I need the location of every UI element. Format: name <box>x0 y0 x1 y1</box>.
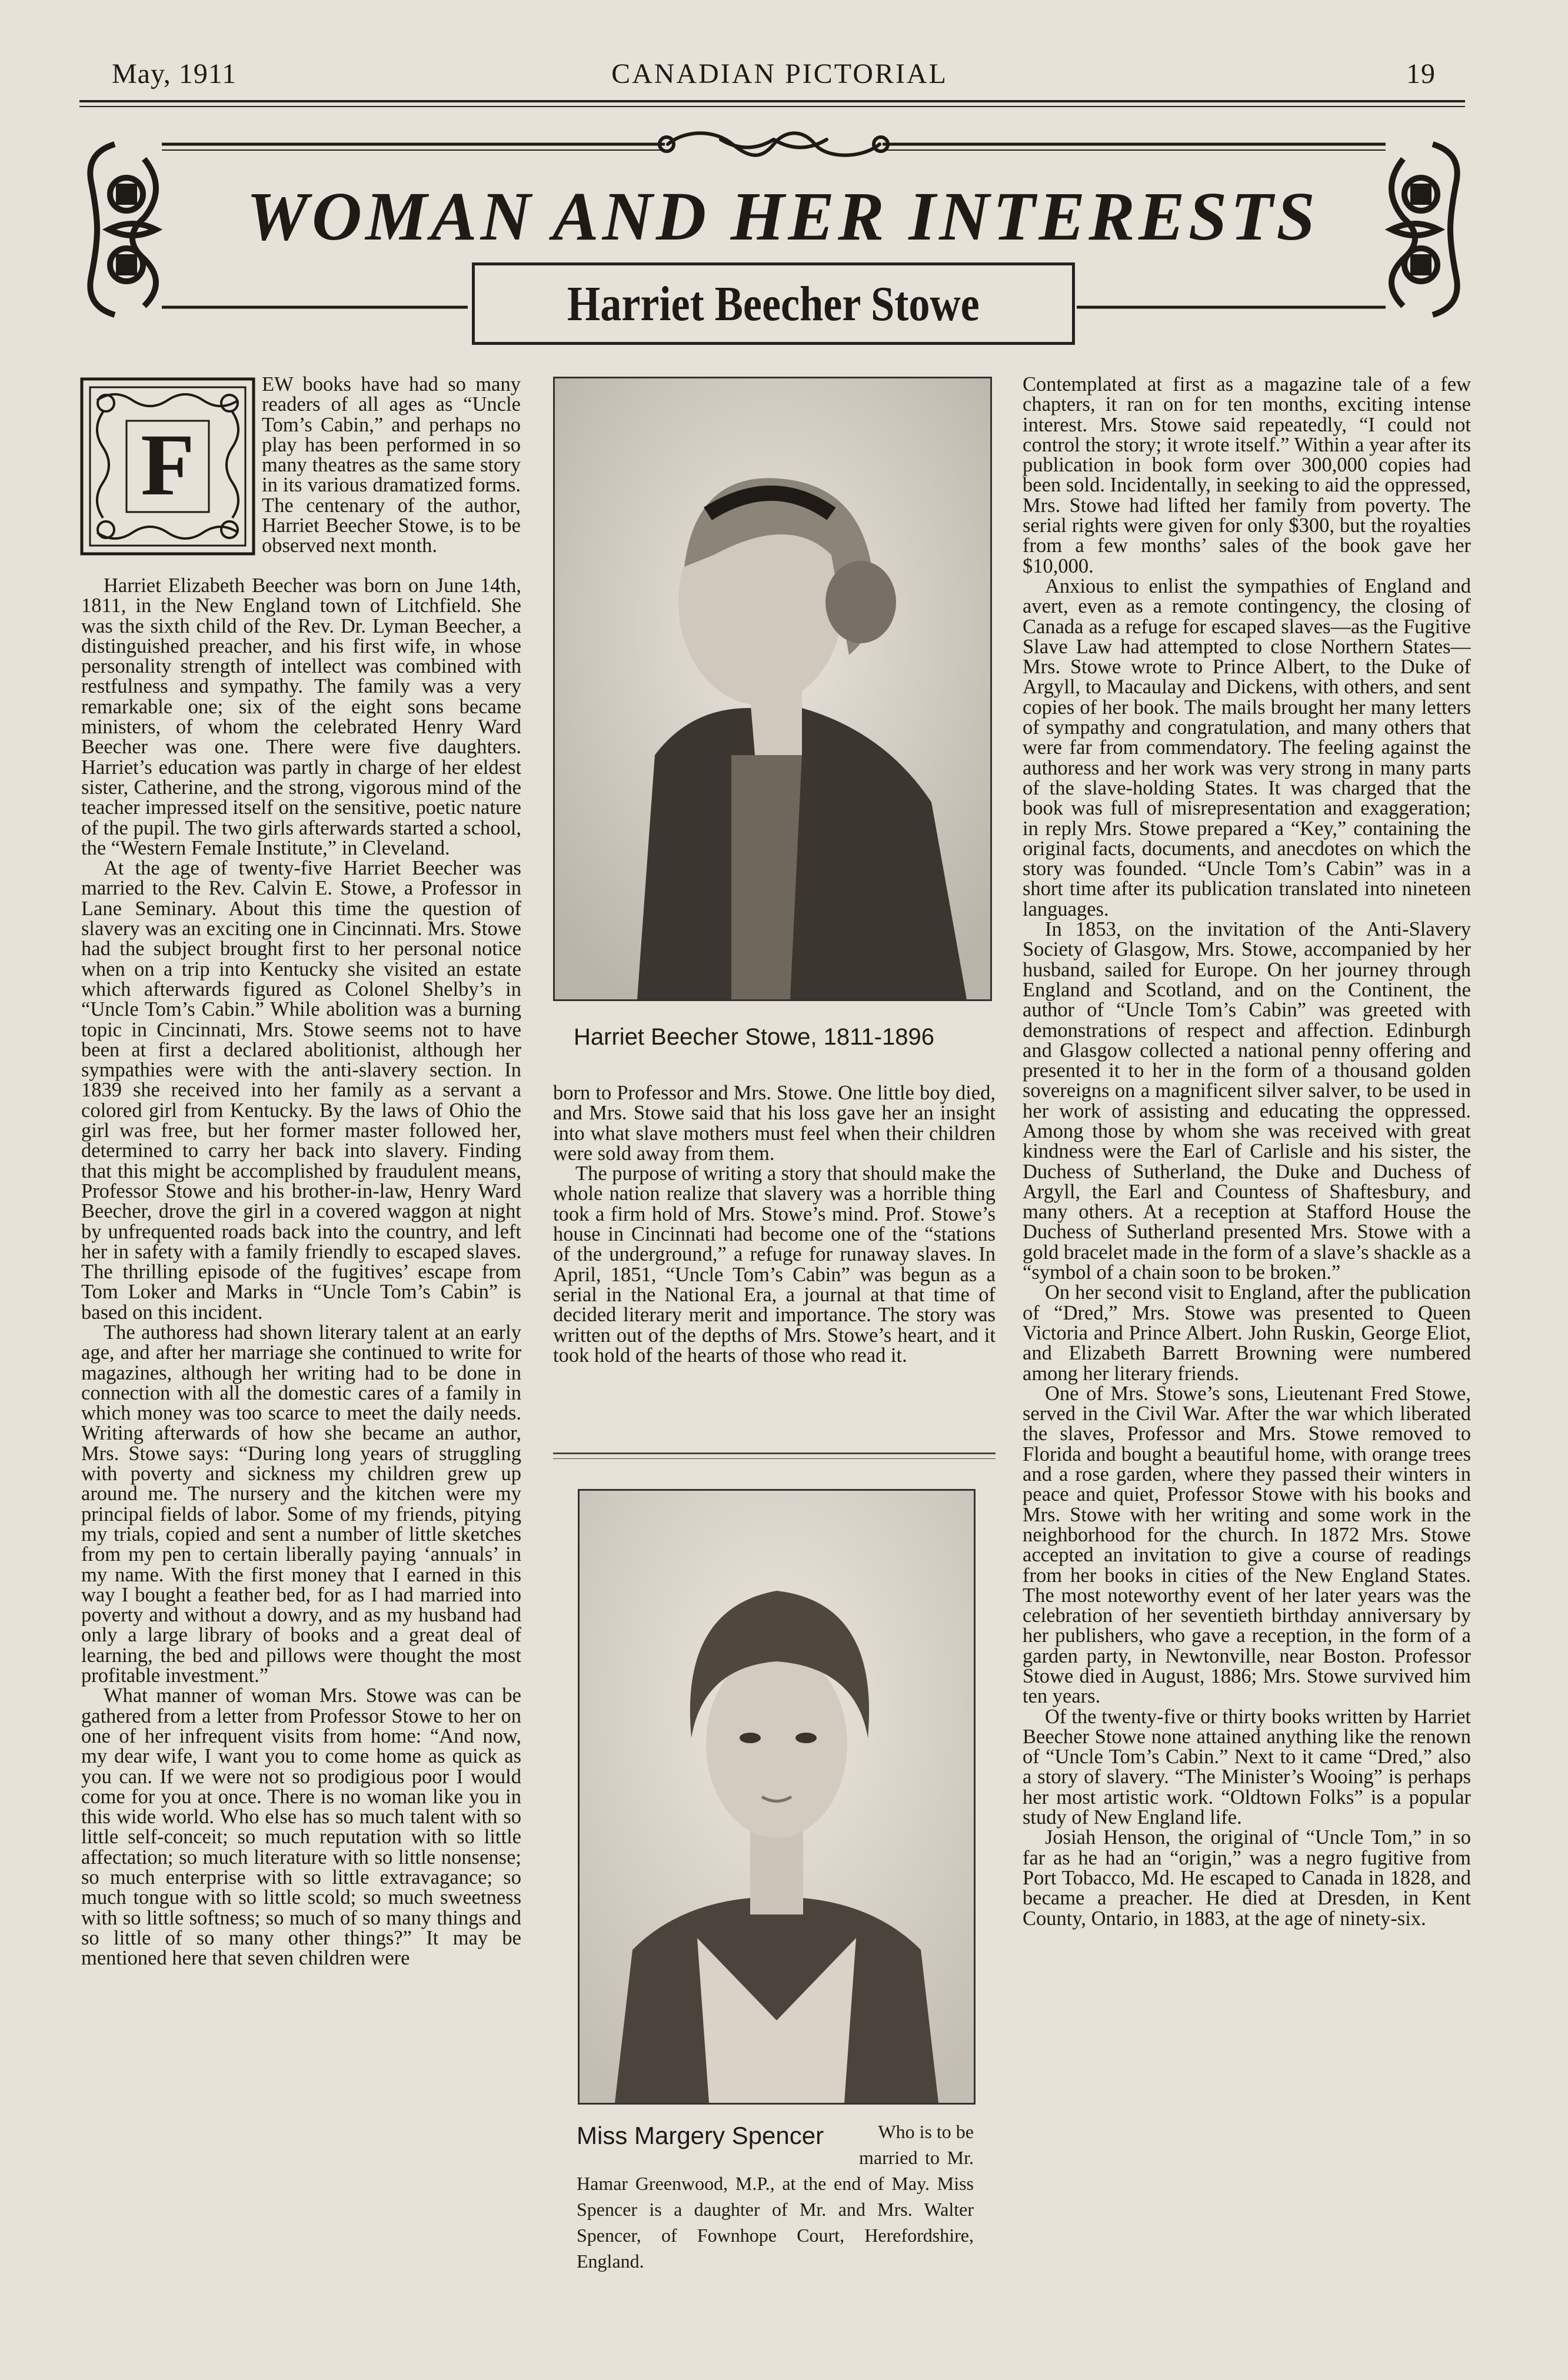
lead-paragraph: EW books have had so many readers of all ages as “Uncle Tom’s Cabin,” and perhaps no play has been performed in so many theatres as the same story in its various dramatized forms. The centenary of the author, Harriet Beecher Stowe, is to be observed next month. <box>262 374 521 557</box>
scroll-ornament-icon <box>650 127 897 162</box>
paragraph: What manner of woman Mrs. Stowe was can be gathered from a letter from Professor Stowe to her on one of her infrequent visits from home: “And now, my dear wife, I want you to come home as quick as you can. If we were not so prodigious poor I would come for you at once. There is no woman like you in this wide world. Who else has so much talent with so little self-conceit; so much reputation with so little affectation; so much literature with so little nonsense; so much enterprise with so little extravagance; so much tongue with so little scold; so much sweetness with so little softness; so much of so many things and so little of so many other things?” It may be mentioned here that seven children were <box>81 1684 521 1970</box>
stowe-caption: Harriet Beecher Stowe, 1811-1896 <box>574 1024 934 1050</box>
lead-text-wrap <box>262 374 521 577</box>
issue-date: May, 1911 <box>112 58 237 89</box>
page-number: 19 <box>1406 58 1436 89</box>
spencer-caption-lead: Who is to be <box>878 2121 974 2142</box>
column-3 <box>1023 374 1471 2263</box>
right-scroll-ornament-icon <box>1374 135 1468 324</box>
column-divider <box>553 1452 996 1454</box>
drop-cap-letter: F <box>141 416 195 514</box>
paragraph: One of Mrs. Stowe’s sons, Lieutenant Fred Stowe, served in the Civil War. After the war which liberated the slaves, Professor and Mrs. Stowe removed to Florida and bought a beautiful home, with orange trees and a rose garden, where they passed their winters in peace and quiet, Professor Stowe with his books and Mrs. Stowe with her writing and some work in the neighborhood for the church. In 1872 Mrs. Stowe accepted an invitation to give a course of readings from her books in cities of the New England States. The most noteworthy event of her later years was the celebration of her seventieth birthday anniversary by her publishers, who gave a reception, in the form of a garden party, in Newtonville, near Boston. Professor Stowe died in August, 1886; Mrs. Stowe survived him ten years. <box>1023 1382 1471 1708</box>
left-scroll-ornament-icon <box>79 135 174 324</box>
portrait-image <box>555 378 990 999</box>
publication-name: CANADIAN PICTORIAL <box>611 58 948 89</box>
paragraph: born to Professor and Mrs. Stowe. One little boy died, and Mrs. Stowe said that his loss gave her an insight into what slave mothers must feel when their children were sold away from them. <box>553 1083 996 1165</box>
section-title: WOMAN AND HER INTERESTS <box>246 178 1319 255</box>
column-1 <box>81 576 521 1970</box>
paragraph: Josiah Henson, the original of “Uncle Tom,” in so far as he had an “origin,” was a negro fugitive from Port Tobacco, Md. He escaped to Canada in 1828, and became a preacher. He died at Dresden, in Kent County, Ontario, in 1883, at the age of ninety-six. <box>1023 1826 1471 1930</box>
paragraph: Harriet Elizabeth Beecher was born on June 14th, 1811, in the New England town of Litchfield. She was the sixth child of the Rev. Dr. Lyman Beecher, a distinguished preacher, and his first wife, in whose personality strength of intellect was combined with restfulness and sympathy. The family was a very remarkable one; six of the eight sons became ministers, of whom the celebrated Henry Ward Beecher was one. There were five daughters. Harriet’s education was partly in charge of her eldest sister, Catherine, and the strong, vigorous mind of the teacher impressed itself on the sensitive, poetic nature of the pupil. The two girls afterwards started a school, the “Western Female Institute,” in Cleveland. <box>81 576 521 859</box>
column-divider-thin <box>553 1458 996 1459</box>
spencer-name: Miss Margery Spencer <box>577 2122 824 2149</box>
paragraph: The purpose of writing a story that should make the whole nation realize that slavery was a horrible thing took a firm hold of Mrs. Stowe’s mind. Prof. Stowe’s house in Cincinnati had become one of the “stations of the underground,” a refuge for runaway slaves. In April, 1851, “Uncle Tom’s Cabin” was begun as a serial in the National Era, a journal at that time of decided literary merit and importance. The story was written out of the depths of Mrs. Stowe’s heart, and it took hold of the hearts of those who read it. <box>553 1162 996 1367</box>
header-rule <box>79 100 1465 102</box>
column-2 <box>553 1083 996 1430</box>
paragraph: In 1853, on the invitation of the Anti-Slavery Society of Glasgow, Mrs. Stowe, accompanied by her husband, sailed for Europe. On her journey through England and Scotland, and on the Continent, the author of “Uncle Tom’s Cabin” was greeted with demonstrations of respect and affection. Edinburgh and Glasgow collected a national penny offering and presented it to her in the form of a thousand golden sovereigns on a magnificent silver salver, to be used in her work of assisting and educating the oppressed. Among those by whom she was received with great kindness were the Earl of Carlisle and his sister, the Duchess of Sutherland, the Duke and Duchess of Argyll, the Earl and Countess of Shaftesbury, and many others. At a reception at Stafford House the Duchess of Sutherland presented Mrs. Stowe with a gold bracelet made in the form of a slave’s shackle as a “symbol of a chain soon to be broken.” <box>1023 918 1471 1284</box>
paragraph: Anxious to enlist the sympathies of England and avert, even as a remote contingency, the closing of Canada as a refuge for escaped slaves—as the Fugitive Slave Law had attempted to close Northern States—Mrs. Stowe wrote to Prince Albert, to the Duke of Argyll, to Macaulay and Dickens, with others, and sent copies of her book. The mails brought her many letters of sympathy and congratulation, and many others that were far from commendatory. The feeling against the authoress and her work was very strong in many parts of the slave-holding States. It was charged that the book was full of misrepresentation and exaggeration; in reply Mrs. Stowe prepared a “Key,” containing the original facts, documents, and anecdotes on which the story was founded. “Uncle Tom’s Cabin” was in a short time after its publication translated into nineteen languages. <box>1023 574 1471 920</box>
stowe-portrait <box>553 377 992 1001</box>
paragraph: The authoress had shown literary talent at an early age, and after her marriage she continued to write for magazines, although her writing had to be done in connection with all the domestic cares of a family in which money was too scarce to meet the daily needs. Writing afterwards of how she became an author, Mrs. Stowe says: “During long years of struggling with poverty and sickness my children grew up around me. The nursery and the kitchen were my principal fields of labor. Some of my friends, pitying my trials, copied and sent a number of little sketches from my pen to certain liberally paying ‘annuals’ in my name. With the first money that I earned in this way I bought a feather bed, for as I had married into poverty and without a dowry, and as my husband had only a large library of books and a great deal of learning, the bed and pillows were thought the most profitable investment.” <box>81 1321 521 1687</box>
header-rule-thin <box>79 106 1465 107</box>
spencer-portrait <box>578 1489 976 2105</box>
article-title-box <box>472 262 1075 345</box>
spencer-caption: married to Mr. Hamar Greenwood, M.P., at the end of May. Miss Spencer is a daughter of Mr. and Mrs. Walter Spencer, of Fownhope Court, Herefordshire, England. <box>577 2147 974 2272</box>
paragraph: At the age of twenty-five Harriet Beecher was married to the Rev. Calvin E. Stowe, a Professor in Lane Seminary. About this time the question of slavery was an exciting one in Cincinnati. Mrs. Stowe had the subject brought first to her personal notice when on a trip into Kentucky she visited an estate which afterwards figured as Colonel Shelby’s in “Uncle Tom’s Cabin.” While abolition was a burning topic in Cincinnati, Mrs. Stowe seems not to have been at first a declared abolitionist, although her sympathies were with the anti-slavery section. In 1839 she received into her family as a servant a colored girl from Kentucky. By the laws of Ohio the girl was free, but her former master followed her, determined to carry her back into slavery. Finding that this might be accomplished by fraudulent means, Professor Stowe and his brother-in-law, Henry Ward Beecher, drove the girl in a covered waggon at night by unfrequented roads back into the country, and left her in safety with a family friendly to escaped slaves. The thrilling episode of the fugitives’ escape from Tom Loker and Marks in “Uncle Tom’s Cabin” is based on this incident. <box>81 857 521 1324</box>
article-title: Harriet Beecher Stowe <box>567 276 980 331</box>
portrait-image <box>580 1491 974 2103</box>
paragraph: Of the twenty-five or thirty books written by Harriet Beecher Stowe none attained anything like the renown of “Uncle Tom’s Cabin.” Next to it came “Dred,” also a story of slavery. “The Minister’s Wooing” is perhaps her most artistic work. “Oldtown Folks” is a popular study of New England life. <box>1023 1705 1471 1829</box>
paragraph: On her second visit to England, after the publication of “Dred,” Mrs. Stowe was presented to Queen Victoria and Prince Albert. John Ruskin, George Eliot, and Elizabeth Barrett Browning were numbered among her literary friends. <box>1023 1281 1471 1385</box>
paragraph: Contemplated at first as a magazine tale of a few chapters, it ran on for ten months, exciting intense interest. Mrs. Stowe said repeatedly, “I could not control the story; it wrote itself.” Within a year after its publication in book form over 300,000 copies had been sold. Incidentally, in seeking to aid the oppressed, Mrs. Stowe had lifted her family from poverty. The serial rights were given for only $300, but the royalties from a few months’ sales of the book gave her $10,000. <box>1023 374 1471 577</box>
